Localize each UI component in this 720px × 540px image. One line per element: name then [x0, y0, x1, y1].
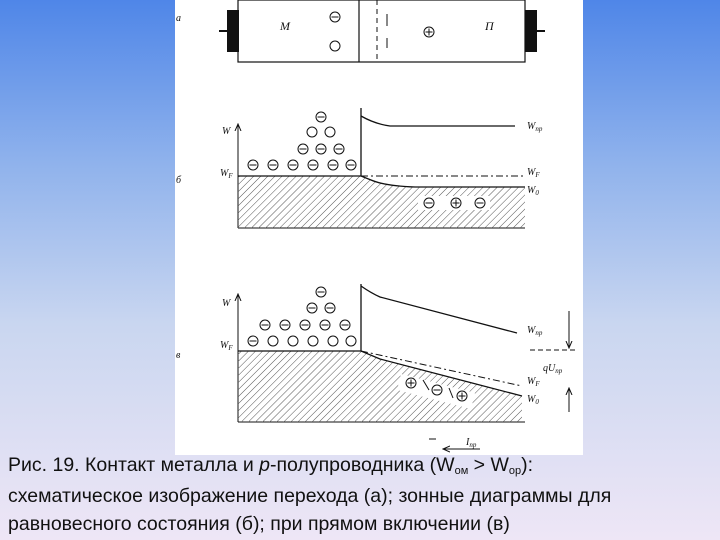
panel-b [176, 108, 543, 228]
panel-c-label: в [176, 350, 181, 361]
axis-label-w: W [222, 126, 231, 137]
panel-a [176, 0, 545, 62]
fermi-label-semiconductor: $W_F$ [527, 376, 540, 388]
metal-label: M [280, 19, 290, 33]
conduction-band-edge [361, 286, 517, 333]
panel-a-label: а [176, 13, 181, 24]
caption-line-2: схематическое изображение перехода (а); зонные диаграммы для [8, 485, 612, 507]
left-electrode [227, 10, 239, 52]
panel-b-label: б [176, 175, 182, 186]
right-electrode [525, 10, 537, 52]
fermi-label-semiconductor: $W_F$ [527, 167, 540, 179]
caption-text: ): [521, 454, 534, 476]
caption-subscript: ом [454, 465, 469, 477]
panel-c [176, 284, 575, 449]
fermi-label-metal: $W_F$ [220, 168, 233, 180]
caption-text: Рис. 19. Контакт металла и [8, 454, 260, 476]
caption-subscript: ор [508, 465, 522, 477]
hole-symbol [424, 27, 434, 37]
caption-text: -полупроводника (W [270, 454, 455, 476]
conduction-band-edge [361, 116, 515, 126]
electron-symbol [330, 12, 340, 22]
vacancy-symbol [330, 41, 340, 51]
conduction-band-label: $W_{пр}$ [527, 121, 543, 133]
band-diagram-figure [175, 0, 583, 455]
valence-band-label: $W_0$ [527, 394, 539, 406]
valence-band-fill [238, 351, 522, 422]
fermi-label-metal: $W_F$ [220, 340, 233, 352]
electron-distribution [248, 287, 356, 346]
figure-panel [175, 0, 583, 455]
current-label: $I_{пр}$ [466, 437, 477, 449]
caption-line-1 [8, 451, 713, 485]
caption-line-3: равновесного состояния (б); при прямом включении (в) [8, 513, 510, 535]
voltage-label: $qU_{пр}$ [543, 363, 563, 375]
carrier-group [418, 196, 490, 210]
valence-band-label: $W_0$ [527, 185, 539, 197]
electron-distribution [248, 112, 356, 170]
axis-label-w: W [222, 298, 231, 309]
caption-italic: p [259, 454, 270, 476]
caption-text: > W [468, 454, 509, 476]
semiconductor-label: П [485, 19, 494, 33]
conduction-band-label: $W_{пр}$ [527, 325, 543, 337]
